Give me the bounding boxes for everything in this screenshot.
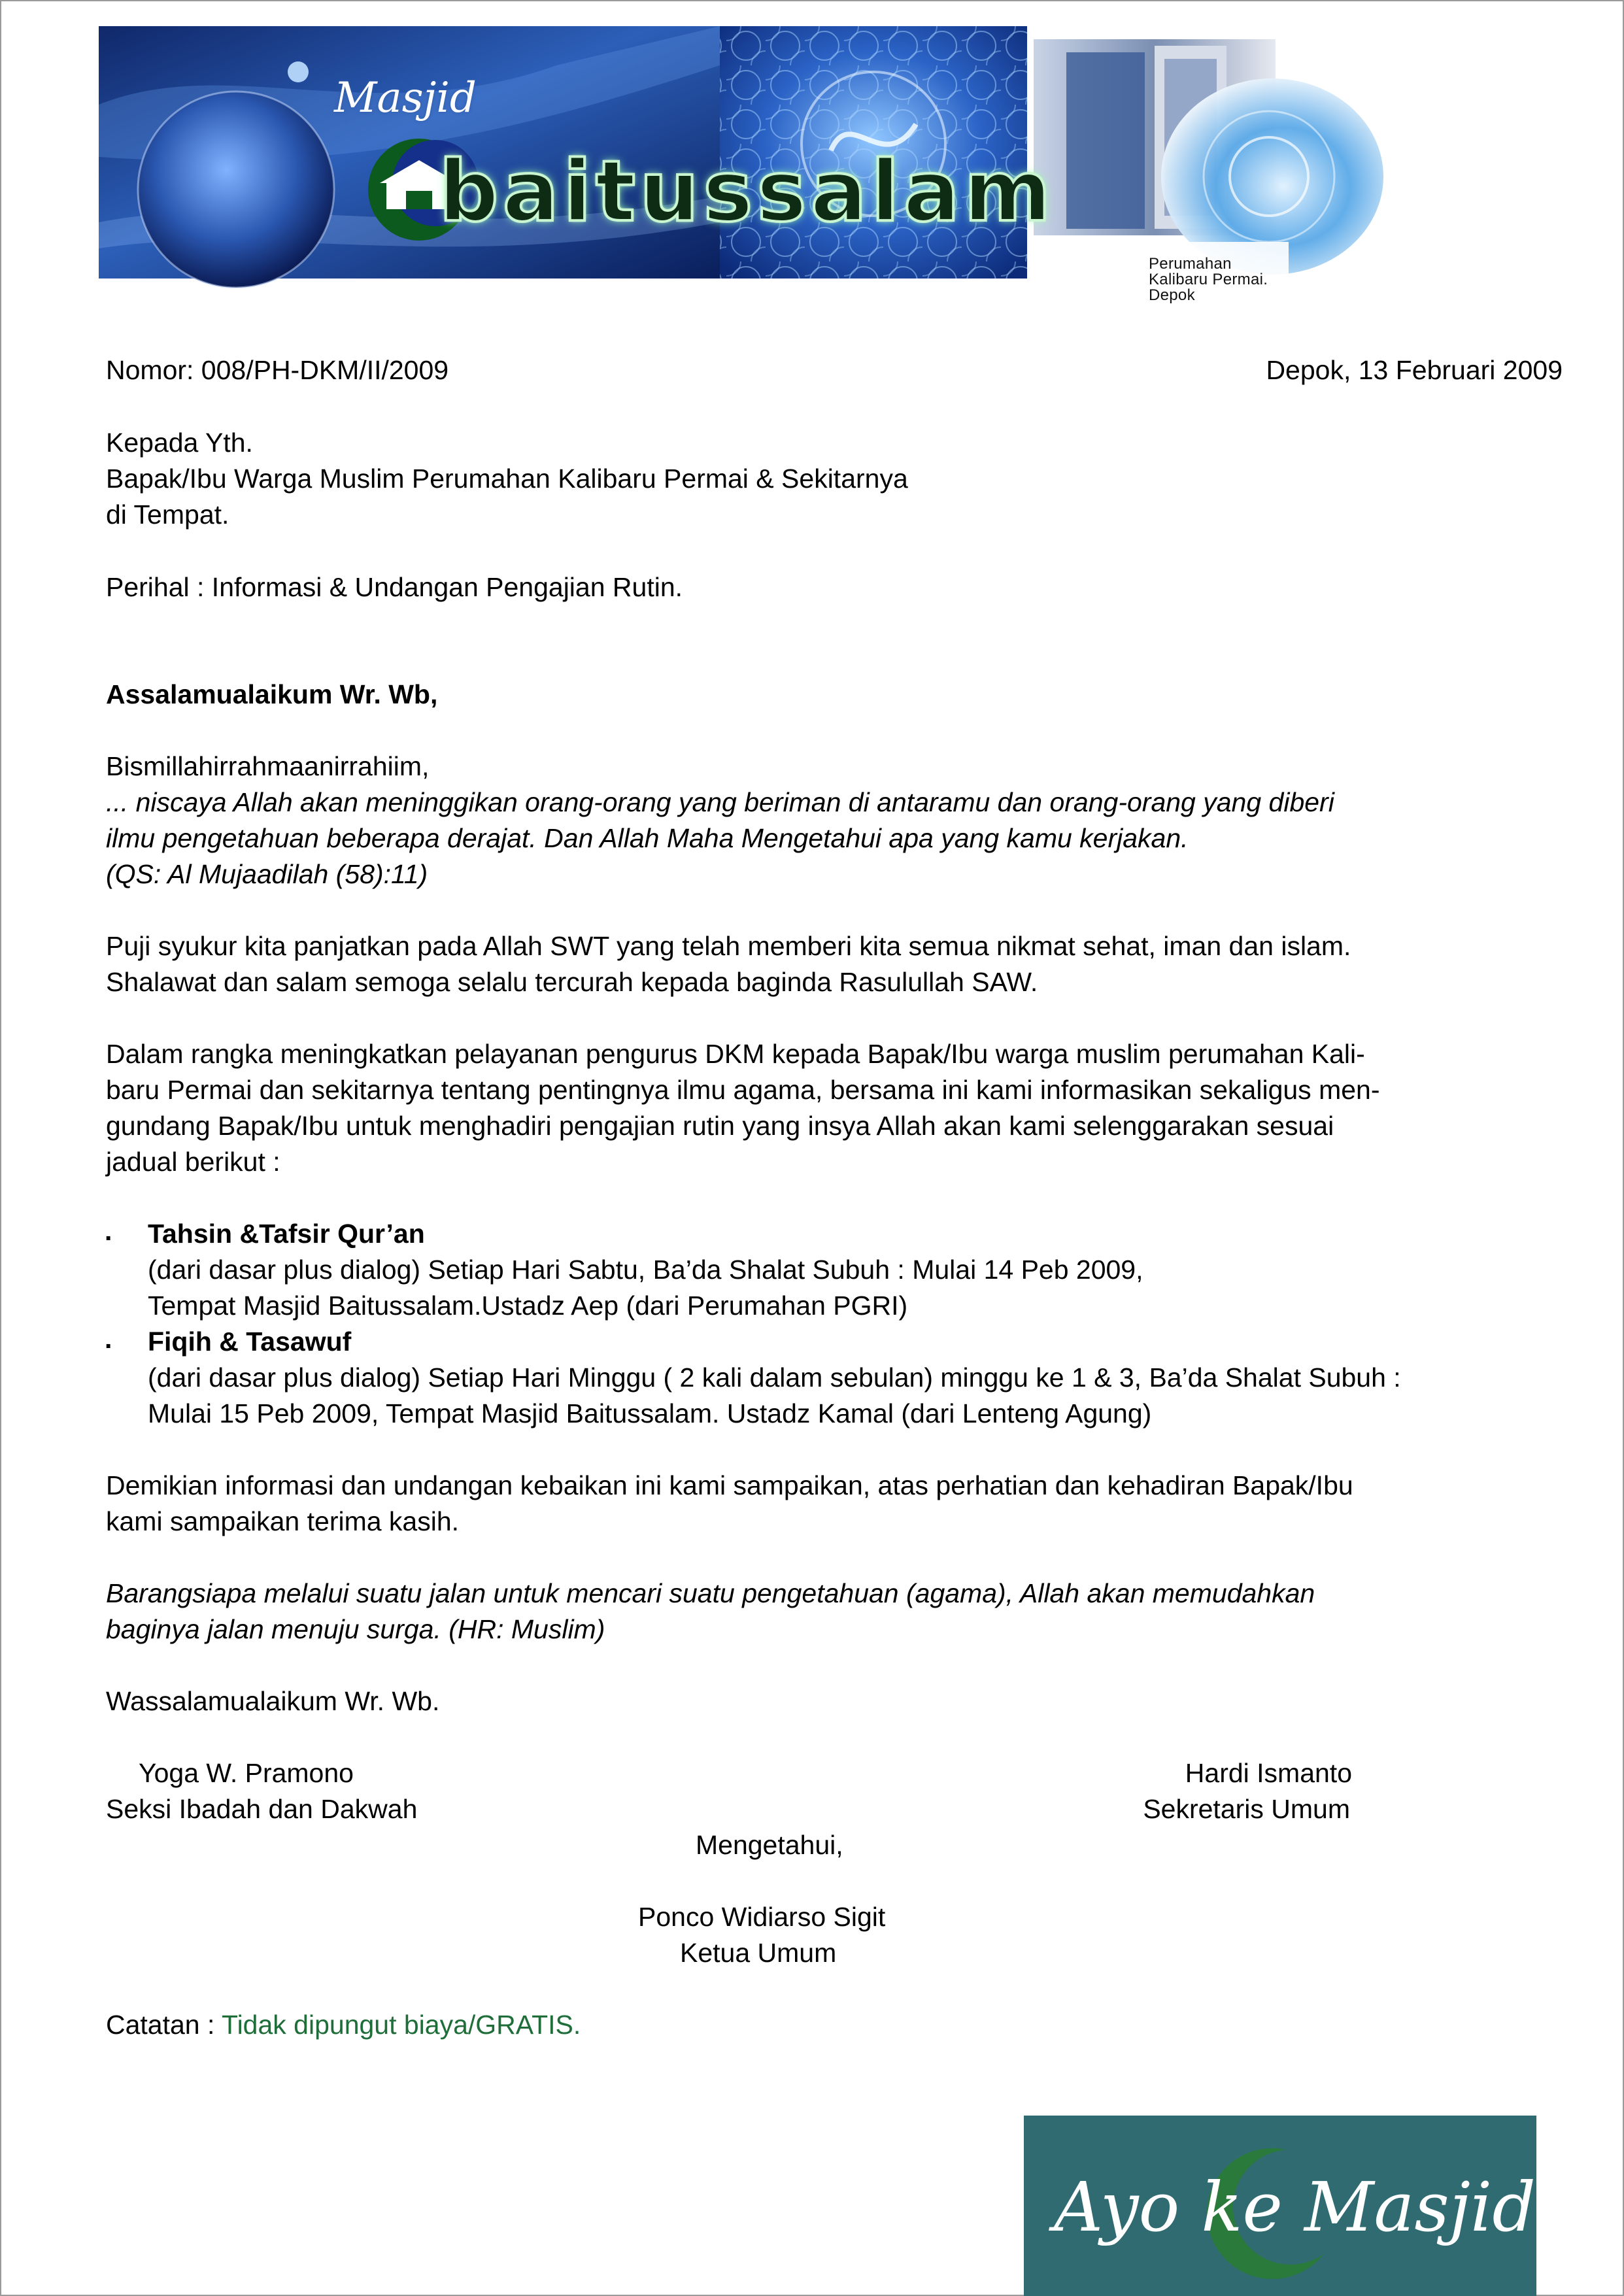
acknowledged-label: Mengetahui, [696,1830,843,1860]
banner-title: baitussalam [439,143,1055,241]
note-value: Tidak dipungut biaya/GRATIS. [222,2010,581,2040]
schedule-item-title: Fiqih & Tasawuf [148,1326,352,1357]
schedule-item [148,1216,1143,1324]
banner-subtitle: Perumahan Kalibaru Permai. Depok [1149,255,1268,304]
signatory-left-role: Seksi Ibadah dan Dakwah [106,1794,418,1824]
letter-date: Depok, 13 Februari 2009 [1266,355,1563,385]
signatory-right-name: Hardi Ismanto [1185,1758,1352,1788]
paragraph-line: baru Permai dan sekitarnya tentang pentingnya ilmu agama, bersama ini kami informasikan sekaligus men- [106,1075,1380,1105]
paragraph-invitation [106,1036,1379,1180]
paragraph-closing [106,1468,1353,1540]
schedule-item-line: Tempat Masjid Baitussalam.Ustadz Aep (dari Perumahan PGRI) [148,1291,908,1321]
closing-salam: Wassalamualaikum Wr. Wb. [106,1686,440,1716]
schedule-item [148,1324,1401,1432]
signatory-center-name: Ponco Widiarso Sigit [638,1902,886,1932]
bismillah: Bismillahirrahmaanirrahiim, [106,751,430,781]
paragraph-line: kami sampaikan terima kasih. [106,1506,460,1536]
ayo-ke-masjid-badge [1024,2116,1536,2296]
signatory-right-role: Sekretaris Umum [1143,1794,1350,1824]
quran-quote-line: ilmu pengetahuan beberapa derajat. Dan Allah Maha Mengetahui apa yang kamu kerjakan. [106,823,1189,853]
paragraph-gratitude [106,928,1351,1000]
schedule-item-line: (dari dasar plus dialog) Setiap Hari Sabtu, Ba’da Shalat Subuh : Mulai 14 Peb 2009, [148,1255,1143,1285]
paragraph-line: Demikian informasi dan undangan kebaikan ini kami sampaikan, atas perhatian dan kehadiran Bapak/Ibu [106,1470,1353,1500]
hadith-line: Barangsiapa melalui suatu jalan untuk mencari suatu pengetahuan (agama), Allah akan memudahkan [106,1578,1315,1608]
recipient-block [106,425,908,533]
schedule-bullet: . [105,1216,112,1246]
hadith-line: baginya jalan menuju surga. (HR: Muslim) [106,1614,605,1644]
mosque-banner [99,26,1289,304]
note-label: Catatan : [106,2010,222,2040]
paragraph-line: gundang Bapak/Ibu untuk menghadiri pengajian rutin yang insya Allah akan kami selenggarakan sesuai [106,1111,1334,1141]
schedule-item-title: Tahsin &Tafsir Qur’an [148,1219,425,1249]
recipient-line: di Tempat. [106,499,229,530]
schedule-item-line: Mulai 15 Peb 2009, Tempat Masjid Baitussalam. Ustadz Kamal (dari Lenteng Agung) [148,1398,1152,1428]
quran-quote-line: ... niscaya Allah akan meninggikan orang-orang yang beriman di antaramu dan orang-orang yang diberi [106,787,1334,817]
signatory-center-role: Ketua Umum [680,1938,837,1968]
schedule-bullet: . [105,1324,112,1354]
paragraph-line: Shalawat dan salam semoga selalu tercurah kepada baginda Rasulullah SAW. [106,967,1038,997]
quran-quote-citation: (QS: Al Mujaadilah (58):11) [106,859,428,889]
paragraph-line: Puji syukur kita panjatkan pada Allah SWT yang telah memberi kita semua nikmat sehat, iman dan islam. [106,931,1351,961]
badge-text: Ayo ke Masjid [1054,2167,1536,2247]
paragraph-line: jadual berikut : [106,1147,280,1177]
recipient-line: Bapak/Ibu Warga Muslim Perumahan Kalibaru Permai & Sekitarnya [106,464,908,494]
schedule-item-line: (dari dasar plus dialog) Setiap Hari Minggu ( 2 kali dalam sebulan) minggu ke 1 & 3, Ba’da Shalat Subuh : [148,1362,1401,1393]
note [106,2008,581,2042]
greeting: Assalamualaikum Wr. Wb, [106,679,438,709]
paragraph-line: Dalam rangka meningkatkan pelayanan pengurus DKM kepada Bapak/Ibu warga muslim perumahan Kali- [106,1039,1365,1069]
recipient-line: Kepada Yth. [106,428,253,458]
letter-number: Nomor: 008/PH-DKM/II/2009 [106,355,449,385]
hadith-quote [106,1576,1315,1647]
opening-block [106,749,1334,892]
signatory-left-name: Yoga W. Pramono [139,1758,354,1788]
banner-masjid-label: Masjid [334,74,477,122]
subject-line: Perihal : Informasi & Undangan Pengajian Rutin. [106,572,683,602]
